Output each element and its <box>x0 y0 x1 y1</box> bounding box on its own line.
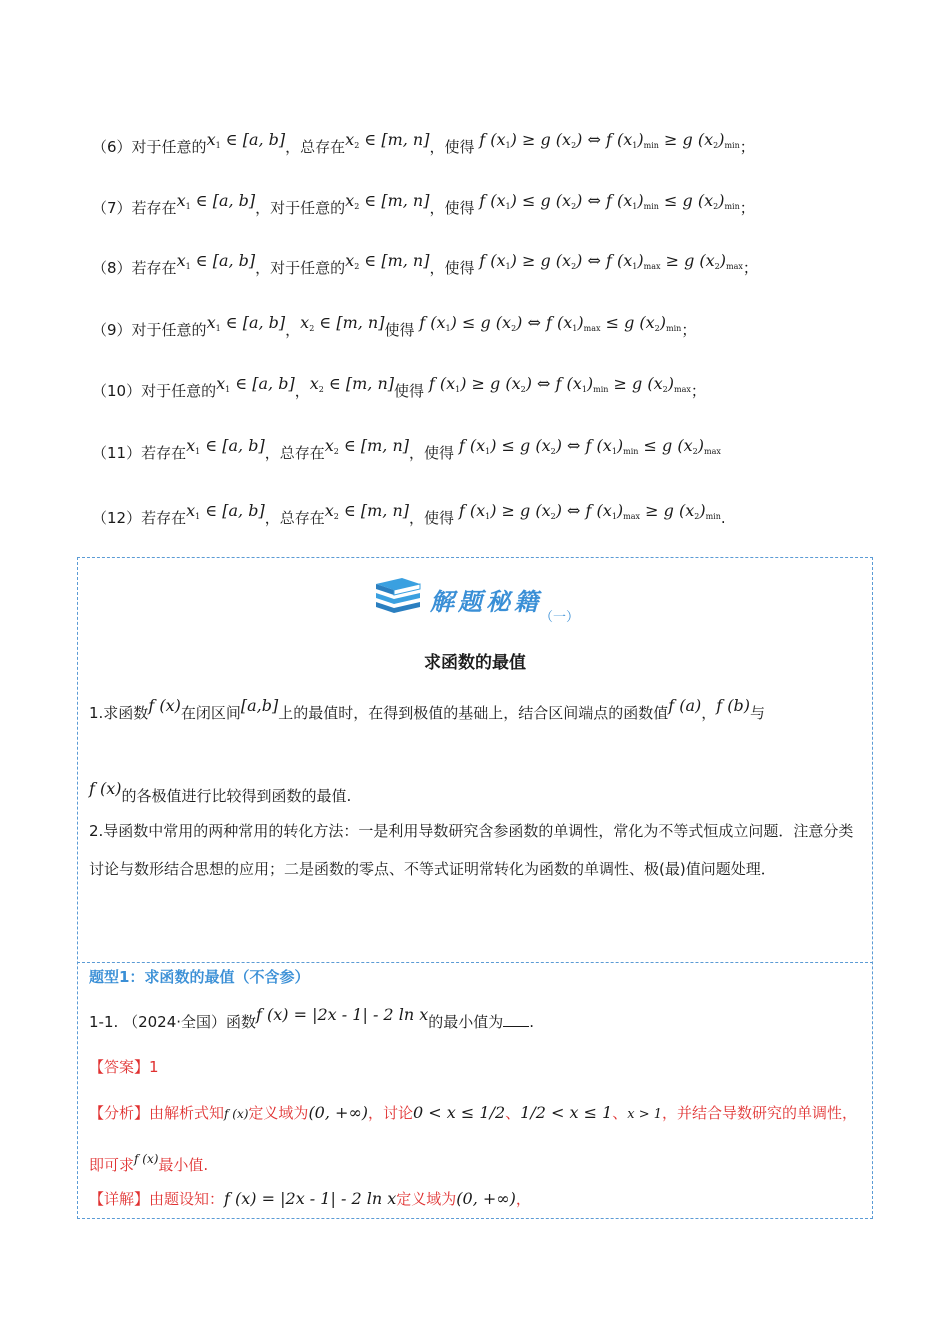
paragraph-2: 2.导函数中常用的两种常用的转化方法：一是利用导数研究含参函数的单调性，常化为不等式恒成立问题．注意分类讨论与数形结合思想的应用；二是函数的零点、不等式证明常转化为函数的单调性、极(最)值问题处理． <box>89 822 854 878</box>
answer: 【答案】1 <box>89 1058 159 1076</box>
condition-item: （12）若存在$x_1$ ∈ [a, b]，总存在$x_2$ ∈ [m, n]，使得 f $(x_1) \ge g$ $(x_2)$ ⇔ f $(x_1)_{max} \ge g$ $(x_2)_{min}$. <box>92 501 726 527</box>
condition-item: （8）若存在$x_1$ ∈ [a, b]，对于任意的$x_2$ ∈ [m, n]，使得 f $(x_1) \ge g$ $(x_2)$ ⇔ f $(x_1)_{max} \ge g$ $(x_2)_{max}$； <box>92 251 758 277</box>
paragraph-1: 1.求函数f (x)在闭区间[a,b]上的最值时，在得到极值的基础上，结合区间端点的函数值f (a)，f (b)与 f (x)的各极值进行比较得到函数的最值. <box>89 696 766 805</box>
books-icon <box>372 574 424 618</box>
analysis-continued: 即可求$^{f (x)}$最小值. <box>89 1152 209 1174</box>
banner-subtitle: （一） <box>540 610 580 625</box>
question: 1-1. （2024·全国）函数f (x) = |2x - 1| - 2 ln x的最小值为 . <box>89 1005 535 1031</box>
detail: 【详解】由题设知：f (x) = |2x - 1| - 2 ln x定义域为(0, +∞)， <box>89 1189 531 1208</box>
analysis: 【分析】由解析式知f (x)定义域为(0, +∞)，讨论0 < x ≤ 1/2、1/2 < x ≤ 1、x > 1，并结合导数研究的单调性， <box>89 1103 858 1122</box>
question-type-title: 题型1：求函数的最值（不含参） <box>89 968 310 986</box>
condition-item: （10）对于任意的$x_1$ ∈ [a, b]，$x_2$ ∈ [m, n]使得 f $(x_1) \ge g$ $(x_2)$ ⇔ f $(x_1)_{min} \ge g$ $(x_2)_{max}$； <box>92 374 706 400</box>
condition-item: （6）对于任意的$x_1$ ∈ [a, b]，总存在$x_2$ ∈ [m, n]，使得 f $(x_1) \ge g$ $(x_2)$ ⇔ f $(x_1)_{min} \ge g$ $(x_2)_{min}$； <box>92 130 755 156</box>
condition-item: （7）若存在$x_1$ ∈ [a, b]，对于任意的$x_2$ ∈ [m, n]，使得 f $(x_1) \le g$ $(x_2)$ ⇔ f $(x_1)_{min} \le g$ $(x_2)_{min}$； <box>92 191 755 217</box>
banner-title: 解题秘籍 <box>430 588 542 616</box>
box-divider <box>77 962 873 963</box>
condition-item: （9）对于任意的$x_1$ ∈ [a, b]，$x_2$ ∈ [m, n]使得 f $(x_1) \le g$ $(x_2)$ ⇔ f $(x_1)_{max} \le g$ $(x_2)_{min}$； <box>92 313 697 339</box>
section-title: 求函数的最值 <box>424 653 526 673</box>
condition-item: （11）若存在$x_1$ ∈ [a, b]，总存在$x_2$ ∈ [m, n]，使得 f $(x_1) \le g$ $(x_2)$ ⇔ f $(x_1)_{min} \le g$ $(x_2)_{max}$ <box>92 436 721 462</box>
